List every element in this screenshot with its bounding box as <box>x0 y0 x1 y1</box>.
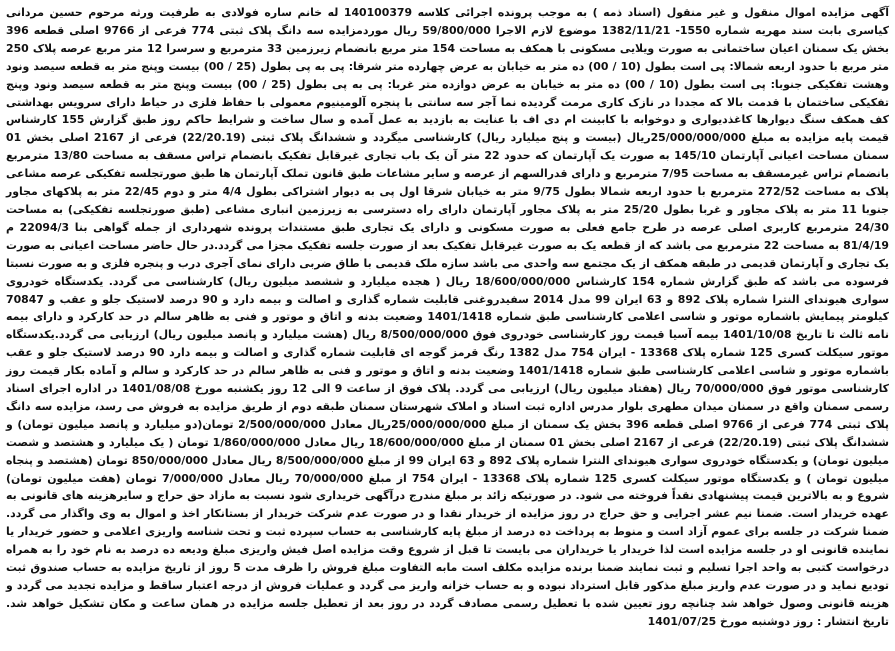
notice-body-text: آگهی مزایده اموال منقول و غیر منقول (اسناد ذمه ) به موجب پرونده اجرائی کلاسه 140100379 له خانم ساره فولادی به طرفیت ورثه مرحوم حسین مردانی کیاسری بابت سند مهریه شماره 1550- 1382/11/21 موضوع لازم الاجرا 59/800/000 ریال موردمزایده سه دانگ پلاک ثبتی 774 فرعی از 9766 اصلی قطعه 396 بخش یک سمنان اعیان ساختمانی به صورت ویلایی مسکونی با همکف به مساحت 154 متر مربع بانضمام زیرزمین 33 مترمربع و سرسرا 12 متر مربع عرصه پلاک 250 متر مربع با حدود اربعه شمالا: پی است بطول (10 / 00) ده متر به خیابان به عرض چهارده متر شرقا: پی به پی بطول (25 / 00) بیست وپنج متر به قطعه سیصد ونود وهشت تفکیکی جنوبا: پی است بطول (10 / 00) ده متر به خیابان به عرض دوازده متر غربا: پی به پی بطول (25 / 00) بیست وپنج متر به قطعه سیصد ونود وپنج تفکیکی ساختمان با قدمت بالا که مجددا در نازک کاری مرمت گردیده نما آجر سه سانتی با پنجره آلومینیوم معمولی با حفاظ فلزی در حیاط دارای سرویس بهداشتی کف همکف سنگ دیوارها کاغذدیواری و دوخوابه با کابینت ام دی اف با عنایت به بازدید به عمل آمده و سال ساخت و شرایط حاکم روز طبق گزارش 155 کارشناس قیمت پایه مزایده به مبلغ 25/000/000/000ریال (بیست و پنج میلیارد ریال) کارشناسی میگردد و ششدانگ پلاک ثبتی (22/20.19) فرعی از 2167 اصلی بخش 01 سمنان مساحت اعیانی آپارتمان 145/10 به صورت یک آپارتمان که حدود 22 متر آن یک باب تجاری غیرقابل تفکیک بانضمام تراس مسقف به مساحت 13/80 مترمربع بانضمام تراس غیرمسقف به مساحت 7/95 مترمربع و دارای قدرالسهم از عرصه و سایر مشاعات طبق قانون تملک آپارتمان ها طبق صورتجلسه تفکیکی عرصه مشاعی پلاک به مساحت 272/52 مترمربع با حدود اربعه شمالا بطول 9/75 متر به خیابان شرقا اول پی به دیوار اشتراکی بطول 4/4 متر و دوم 22/45 متر به پلاکهای مجاور جنوبا 11 متر به پلاک مجاور و غربا بطول 25/20 متر به پلاک مجاور آپارتمان دارای راه دسترسی به زیرزمین انباری مشاعی (طبق صورتجلسه تفکیکی) به مساحت 24/30 مترمربع کاربری اصلی عرصه در طرح جامع فعلی به صورت مسکونی و دارای یک تجاری طبق مستندات پرونده شهرداری از جمله گواهی بنا 22094/3 م 81/4/19 به مساحت 22 مترمربع می باشد که از قطعه یک به صورت غیرقابل تفکیک بعد از صورت جلسه تفکیک مجزا می گردد.در حال حاضر مساحت اعیانی به صورت یک تجاری و آپارتمان قدیمی در طبقه همکف از یک مجتمع سه واحدی می باشد سازه ملک قدیمی با طاق ضربی دارای نمای آجری درب و پنجره فلزی و به صورت نسبتا فرسوده می باشد که طبق گزارش شماره 154 کارشناس 18/600/000/000 ریال ( هجده میلیارد و ششصد میلیون ریال) کارشناسی می گردد. یکدستگاه خودروی سواری هیوندای النترا شماره پلاک 892 و 63 ایران 99 مدل 2014 سفیدروغنی قابلیت شماره گذاری و اصالت و بیمه دارد و 90 درصد لاستیک جلو و عقب و 70847 کیلومتر پیمایش باشماره موتور و شاسی اعلامی کارشناسی طبق شماره 1401/1418 وضعیت بدنه و اتاق و موتور و فنی به ظاهر سالم در حد کارکرد و دارای بیمه نامه ثالث تا تاریخ 1401/10/08 بیمه آسیا قیمت روز کارشناسی خودروی فوق 8/500/000/000 ریال (هشت میلیارد و پانصد میلیون ریال) ارزیابی می گردد.یکدستگاه موتور سیکلت کسری 125 شماره پلاک 13368 - ایران 754 مدل 1382 رنگ قرمز گوجه ای قابلیت شماره گذاری و اصالت و بیمه دارد 90 درصد لاستیک جلو و عقب باشماره موتور و شاسی اعلامی کارشناسی طبق شماره 1401/1418 وضعیت بدنه و اتاق و موتور و فنی به ظاهر سالم در حد کارکرد و سالم و آماده بکار قیمت روز کارشناسی موتور فوق 70/000/000 ریال (هفتاد میلیون ریال) ارزیابی می گردد. پلاک فوق از ساعت 9 الی 12 روز یکشنبه مورخ 1401/08/08 در اداره اجرای اسناد رسمی سمنان واقع در سمنان میدان مطهری بلوار مدرس اداره ثبت اسناد و املاک شهرستان سمنان طبقه دوم از طریق مزایده به فروش می رسد، مزایده سه دانگ پلاک ثبتی 774 فرعی از 9766 اصلی قطعه 396 بخش یک سمنان از مبلغ 25/000/000/000ریال معادل 2/500/000/000 تومان(دو میلیارد و پانصد میلیون تومان) و ششدانگ پلاک ثبتی (22/20.19) فرعی از 2167 اصلی بخش 01 سمنان از مبلغ 18/600/000/000 ریال معادل 1/860/000/000 تومان ( یک میلیارد و هشتصد و شصت میلیون تومان) و یکدستگاه خودروی سواری هیوندای النترا شماره پلاک 892 و 63 ایران 99 از مبلغ 8/500/000/000 ریال معادل 850/000/000 تومان (هشتصد و پنجاه میلیون تومان ) و یکدستگاه موتور سیکلت کسری 125 شماره پلاک 13368 - ایران 754 از مبلغ 70/000/000 ریال معادل 7/000/000 تومان (هفت میلیون تومان) شروع و به بالاترین قیمت پیشنهادی نقداً فروخته می شود. در صورتیکه زائد بر مبلغ مندرج درآگهی خریداری شود نسبت به مازاد حق حراج و سایرهزینه های قانونی به عهده خریدار است. ضمنا نیم عشر اجرایی و حق حراج در روز مزایده از خریدار نقدا و در صورت عدم شرکت خریدار از بستانکار اخذ و اموال به وی واگذار می گردد. ضمنا شرکت در جلسه برای عموم آزاد است و منوط به پرداخت ده درصد از مبلغ پایه کارشناسی به حساب سپرده ثبت و تحت شناسه واریزی اعلامی و حضور خریدار یا نماینده قانونی او در جلسه مزایده است لذا خریدار یا خریداران می بایست تا قبل از شروع وقت مزایده اصل فیش واریزی مبلغ ودیعه ده درصد به نام خود را به همراه درخواست کتبی به واحد اجرا تسلیم و ثبت نمایند ضمنا برنده مزایده مکلف است مابه التفاوت مبلغ فروش را ظرف مدت 5 روز از تاریخ مزایده به حساب صندوق ثبت تودیع نماید و در صورت عدم واریز مبلغ مذکور قابل استرداد نبوده و به حساب خزانه واریز می گردد و عملیات فروش از درجه اعتبار ساقط و مزایده تجدید می گردد و هزینه قانونی وصول خواهد شد چنانچه روز تعیین شده با تعطیل رسمی مصادف گردد در روز بعد از تعطیل جلسه مزایده در همان ساعت و مکان تشکیل خواهد شد. تاریخ انتشار : روز دوشنبه مورخ 1401/07/25 <box>6 6 890 628</box>
